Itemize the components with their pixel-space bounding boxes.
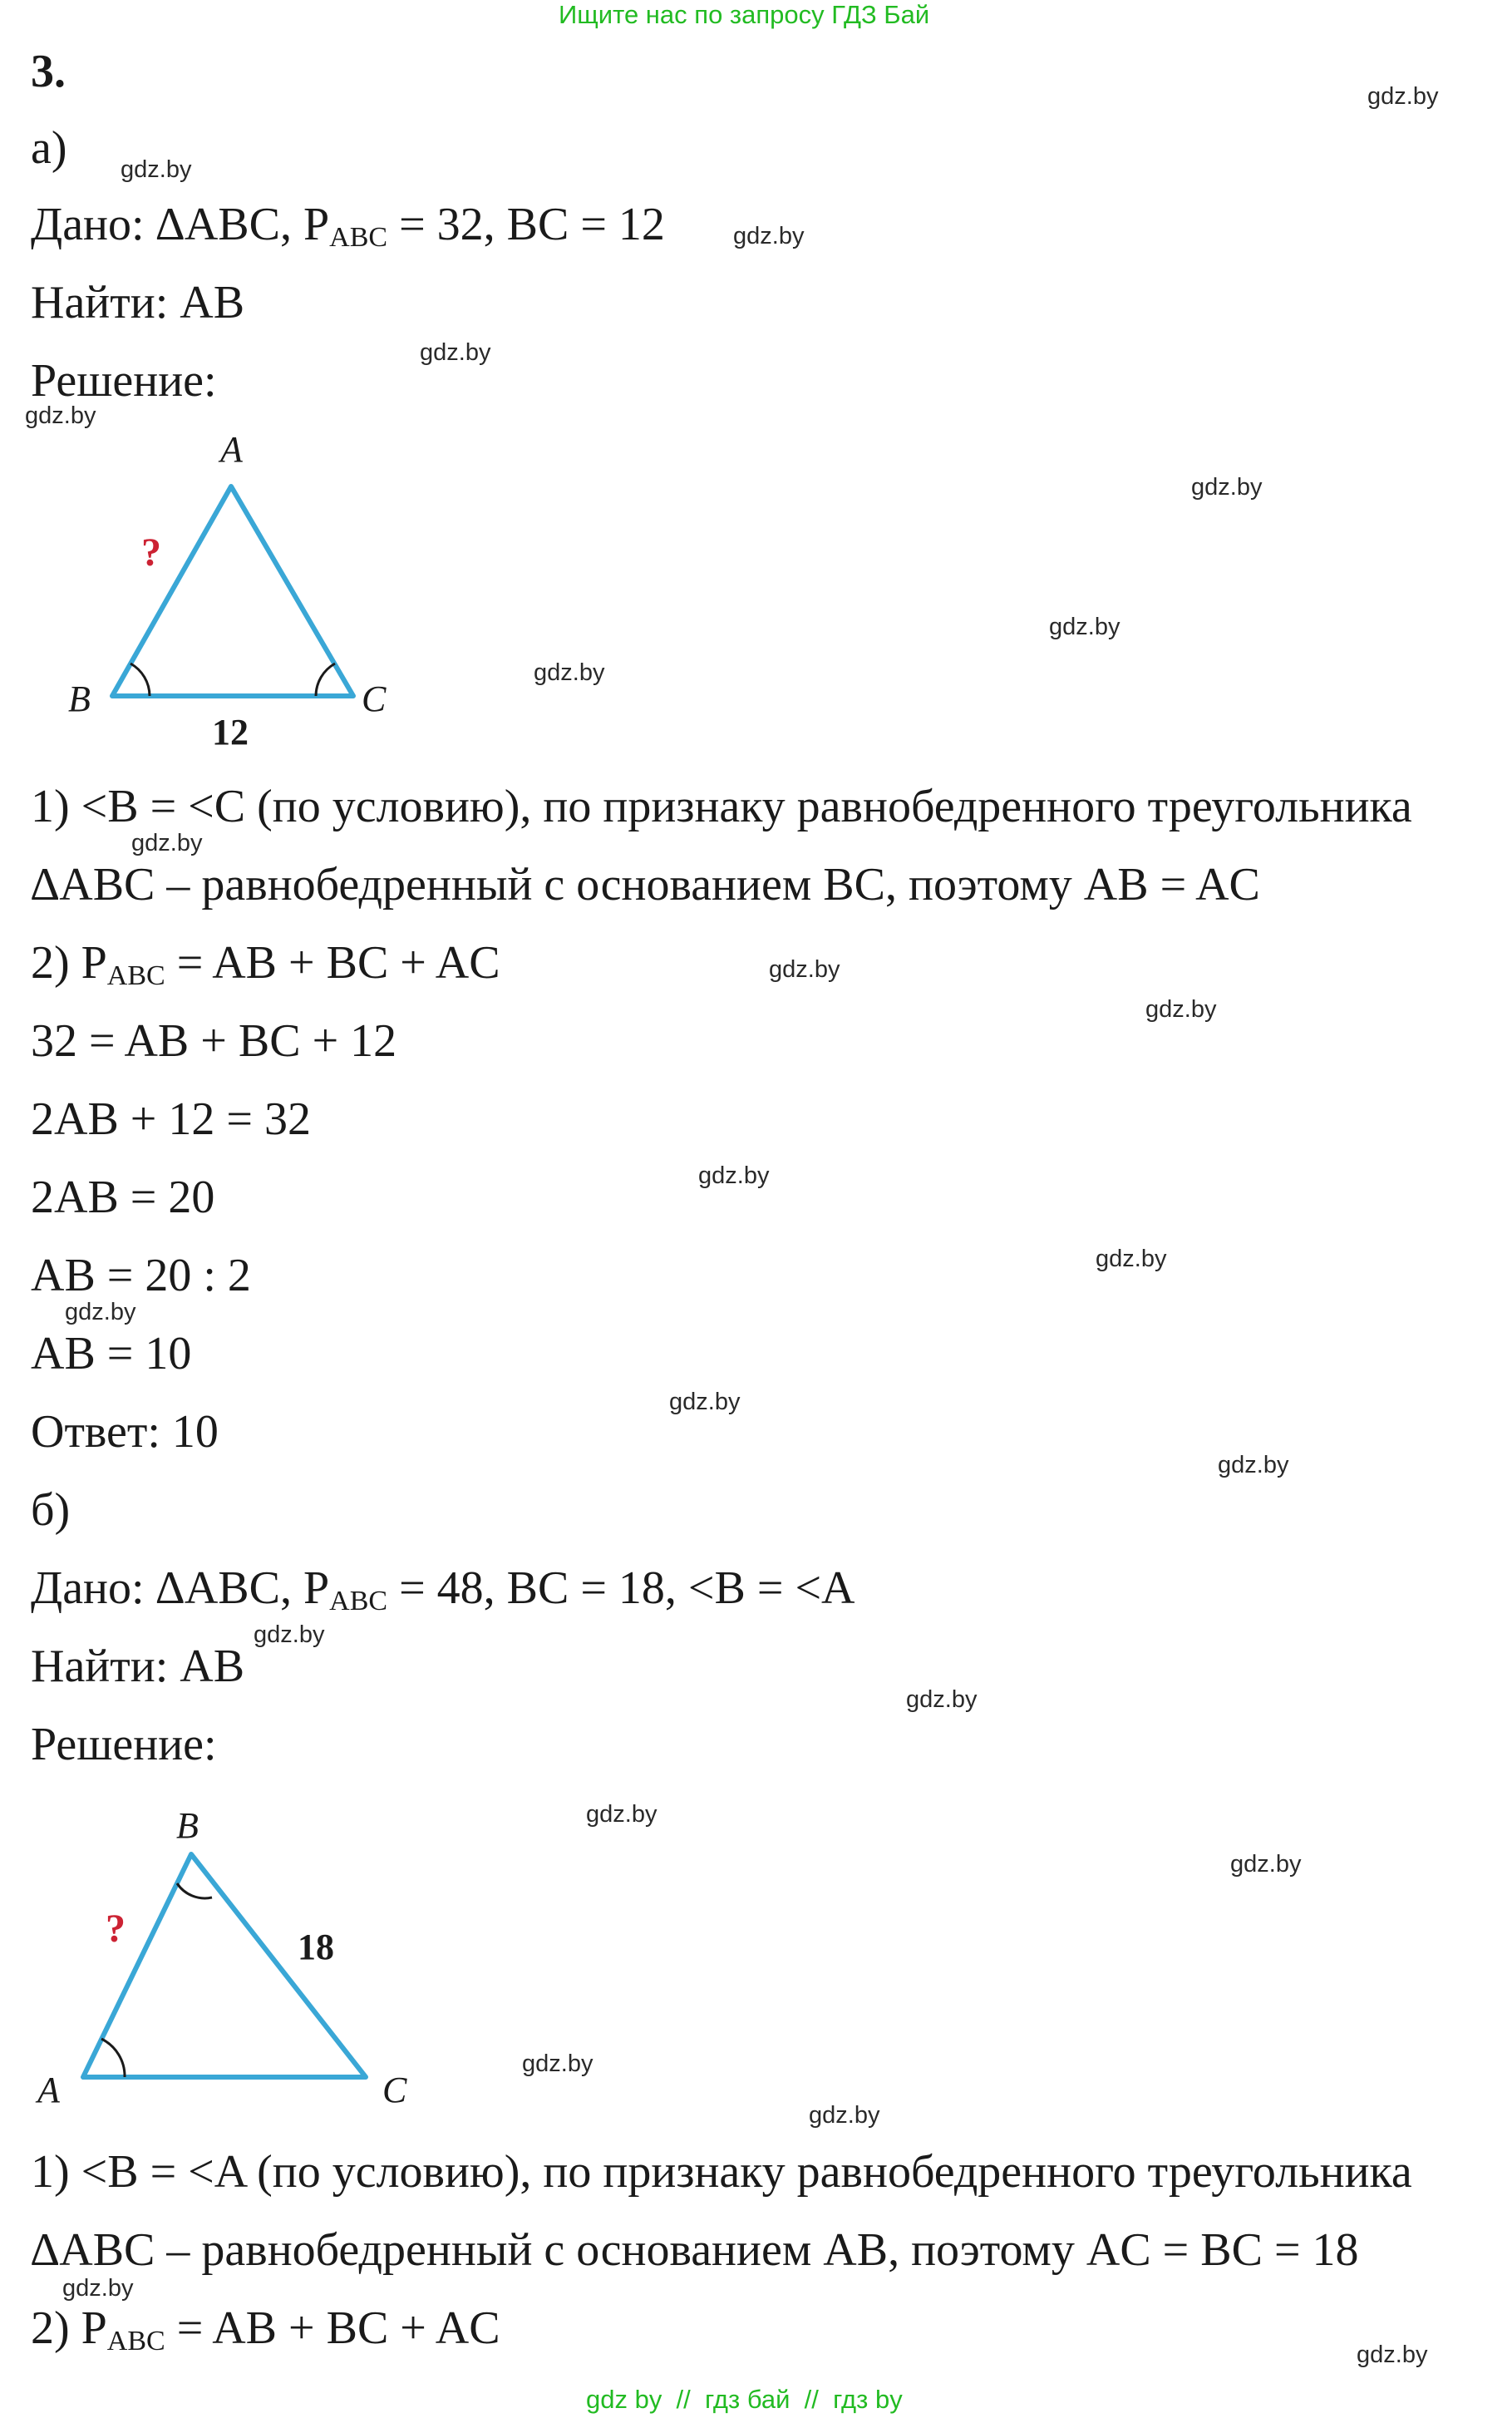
given-sub: ABC [329,1586,388,1616]
angle-c-arc [316,664,335,696]
vertex-a-label: A [220,429,243,470]
watermark: gdz.by [522,2050,593,2077]
part-a-label: а) [31,122,67,174]
step2-prefix: 2) P [31,2302,107,2354]
watermark: gdz.by [254,1621,325,1648]
part-b-label: б) [31,1484,71,1536]
part-a-find: Найти: AB [31,277,245,328]
step2-sub: ABC [106,960,165,991]
question-mark-a: ? [141,530,161,575]
search-hint: Ищите нас по запросу ГДЗ Бай [559,0,930,29]
part-a-eq4: AB = 20 : 2 [31,1250,251,1301]
problem-number: 3. [31,46,66,97]
watermark: gdz.by [1191,474,1263,501]
part-b-step1-line2: ∆ABC – равнобедренный с основанием AB, поэтому AC = BC = 18 [31,2224,1359,2276]
step2-sub: ABC [106,2326,165,2356]
part-a-eq5: AB = 10 [31,1328,192,1379]
watermark: gdz.by [1357,2342,1428,2368]
part-a-answer: Ответ: 10 [31,1406,219,1458]
watermark: gdz.by [669,1389,741,1415]
watermark: gdz.by [121,156,192,183]
vertex-c-label: C [382,2070,407,2110]
watermark: gdz.by [25,402,96,429]
part-b-given [31,1562,855,1616]
part-a-given [31,199,665,253]
given-prefix: Дано: ∆ABC, P [31,199,330,250]
watermark: gdz.by [420,339,491,366]
triangle-a-shape [112,486,353,696]
given-suffix: = 48, BC = 18, <B = <A [387,1562,855,1614]
part-b-step2 [31,2302,500,2356]
part-a-step1-line1: 1) <B = <C (по условию), по признаку равнобедренного треугольника [31,781,1412,832]
watermark: gdz.by [1218,1452,1289,1478]
question-mark-b: ? [106,1907,126,1951]
side-bc-label: 12 [212,712,249,753]
footer-links[interactable]: gdz by // гдз бай // гдз by [586,2385,903,2414]
watermark: gdz.by [906,1686,978,1713]
part-a-eq1: 32 = AB + BC + 12 [31,1015,397,1067]
watermark: gdz.by [65,1299,136,1325]
watermark: gdz.by [131,830,203,856]
part-a-step1-line2: ∆ABC – равнобедренный с основанием BC, поэтому AB = AC [31,859,1260,910]
watermark: gdz.by [1096,1246,1167,1272]
step2-suffix: = AB + BC + AC [165,2302,500,2354]
part-b-step1-line1: 1) <B = <A (по условию), по признаку равнобедренного треугольника [31,2146,1412,2198]
part-a-eq2: 2AB + 12 = 32 [31,1093,311,1145]
angle-b-arc [177,1883,212,1898]
given-sub: ABC [329,222,388,253]
step2-prefix: 2) P [31,937,107,989]
watermark: gdz.by [809,2102,880,2129]
step2-suffix: = AB + BC + AC [165,937,500,989]
angle-a-arc [101,2039,125,2077]
given-prefix: Дано: ∆ABC, P [31,1562,330,1614]
watermark: gdz.by [534,659,605,686]
watermark: gdz.by [733,223,805,249]
vertex-b-label: B [68,679,91,719]
triangle-figure-a [50,424,416,757]
watermark: gdz.by [1049,614,1120,640]
side-bc-label: 18 [298,1927,334,1967]
part-b-find: Найти: AB [31,1641,245,1692]
given-suffix: = 32, BC = 12 [387,199,665,250]
watermark: gdz.by [769,956,840,983]
vertex-c-label: C [362,679,387,719]
part-a-eq3: 2AB = 20 [31,1172,215,1223]
watermark: gdz.by [1367,83,1439,110]
vertex-a-label: A [37,2070,60,2110]
watermark: gdz.by [62,2275,134,2302]
watermark: gdz.by [698,1162,770,1189]
watermark: gdz.by [586,1801,657,1828]
part-b-solution: Решение: [31,1719,217,1770]
part-a-step2 [31,937,500,991]
vertex-b-label: B [176,1805,199,1846]
part-a-solution: Решение: [31,355,217,407]
watermark: gdz.by [1145,996,1217,1023]
angle-b-arc [131,664,150,696]
triangle-figure-b [25,1788,441,2120]
watermark: gdz.by [1230,1851,1302,1878]
